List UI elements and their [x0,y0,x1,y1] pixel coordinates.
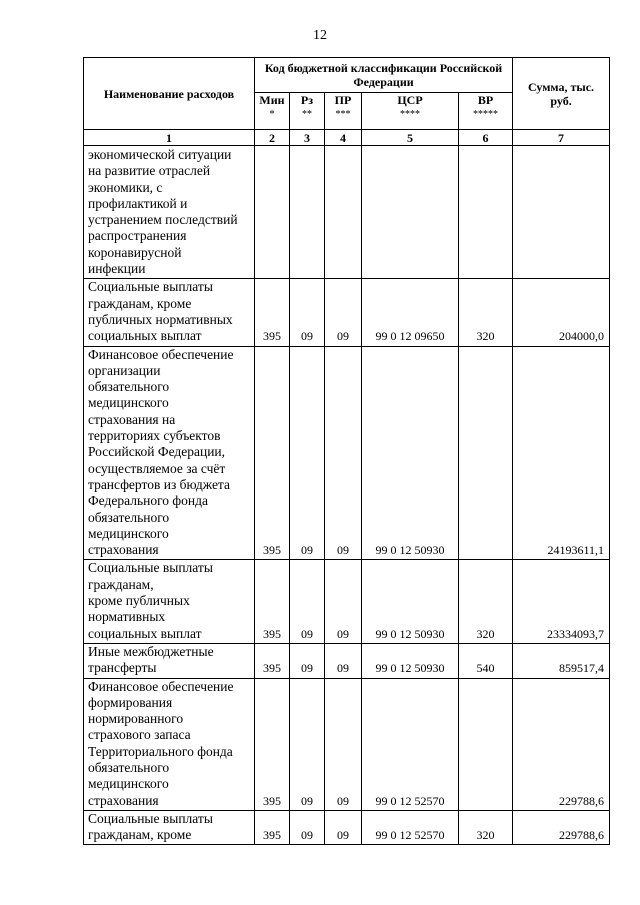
expense-name-line: гражданам, [88,576,154,592]
header-sum: Сумма, тыс. руб. [513,58,610,130]
expense-name-line: страхования на [88,411,176,427]
header-code-footnote-mark: *** [335,109,351,120]
expense-name-line: инфекции [88,261,146,277]
expense-name-line: коронавирусной [88,244,182,260]
expense-name-line: социальных выплат [88,625,202,641]
table-row [84,560,610,643]
expense-name-line: медицинского [88,525,169,541]
table-row [84,346,610,560]
amount: 204000,0 [513,279,610,346]
table-row [84,146,610,279]
expense-name-line: Социальные выплаты [88,810,213,826]
expense-type-code: 320 [459,560,513,643]
expense-name-line: Иные межбюджетные [88,643,214,659]
ministry-code: 395 [255,560,290,643]
target-article-code: 99 0 12 52570 [362,810,459,845]
target-article-code: 99 0 12 50930 [362,560,459,643]
expense-type-code: 320 [459,810,513,845]
expense-name-line: медицинского [88,395,169,411]
amount [513,146,610,279]
expense-name-line: распространения [88,228,187,244]
amount: 24193611,1 [513,346,610,560]
subsection-code: 09 [325,643,362,678]
expense-name-line: трансфертов из бюджета [88,476,230,492]
expense-name [84,643,255,678]
expense-type-code [459,346,513,560]
expense-name-line: обязательного [88,759,170,775]
ministry-code: 395 [255,346,290,560]
expense-name-line: экономики, с [88,179,163,195]
target-article-code: 99 0 12 52570 [362,678,459,810]
header-code-3 [362,93,459,130]
subsection-code: 09 [325,810,362,845]
expense-name-line: на развитие отраслей [88,163,211,179]
header-code-footnote-mark: **** [400,109,420,120]
section-code: 09 [290,560,325,643]
table-row [84,810,610,845]
expense-name [84,560,255,643]
header-code-label: Рз [300,93,314,107]
subsection-code: 09 [325,346,362,560]
table-row [84,678,610,810]
header-code-group: Код бюджетной классификации Российской Федерации [255,58,513,93]
expense-name [84,146,255,279]
expense-name-line: Финансовое обеспечение [88,678,234,694]
target-article-code: 99 0 12 50930 [362,643,459,678]
expense-name-line: гражданам, кроме [88,827,192,843]
expense-type-code: 320 [459,279,513,346]
expense-name-line: Социальные выплаты [88,279,213,295]
expense-name [84,279,255,346]
expense-name-line: обязательного [88,509,170,525]
column-number: 6 [459,130,513,146]
subsection-code: 09 [325,279,362,346]
column-number: 5 [362,130,459,146]
expense-name-line: медицинского [88,776,169,792]
target-article-code: 99 0 12 50930 [362,346,459,560]
section-code: 09 [290,678,325,810]
expense-name-line: трансферты [88,660,157,676]
column-number: 1 [84,130,255,146]
header-code-label: ВР [477,93,494,107]
ministry-code: 395 [255,643,290,678]
target-article-code [362,146,459,279]
expense-name-line: страхового запаса [88,727,191,743]
expense-name-line: нормативных [88,609,166,625]
expense-name [84,678,255,810]
amount: 23334093,7 [513,560,610,643]
header-code-footnote-mark: * [269,109,275,120]
expense-name-line: страхования [88,542,159,558]
column-number: 3 [290,130,325,146]
header-code-label: ПР [334,93,352,107]
ministry-code [255,146,290,279]
expense-name-line: осуществляемое за счёт [88,460,226,476]
header-code-0 [255,93,290,130]
expense-name [84,810,255,845]
expense-name-line: Федерального фонда [88,493,208,509]
expense-name-line: кроме публичных [88,593,190,609]
header-code-2 [325,93,362,130]
expense-name-line: Российской Федерации, [88,444,226,460]
expense-name-line: территориях субъектов [88,428,221,444]
expense-name-line: нормированного [88,711,184,727]
expense-name-line: формирования [88,694,173,710]
expense-name [84,346,255,560]
expense-name-line: устранением последствий [88,212,238,228]
amount: 859517,4 [513,643,610,678]
section-code [290,146,325,279]
expense-name-line: Финансовое обеспечение [88,346,234,362]
expense-name-line: экономической ситуации [88,147,232,162]
subsection-code [325,146,362,279]
header-code-1 [290,93,325,130]
section-code: 09 [290,279,325,346]
subsection-code: 09 [325,678,362,810]
subsection-code: 09 [325,560,362,643]
expense-name-line: гражданам, кроме [88,295,192,311]
section-code: 09 [290,346,325,560]
expense-type-code: 540 [459,643,513,678]
table-row [84,643,610,678]
table-row [84,279,610,346]
expense-name-line: Территориального фонда [88,743,233,759]
column-number: 7 [513,130,610,146]
column-number: 2 [255,130,290,146]
expense-name-line: страхования [88,792,159,808]
expense-name-line: обязательного [88,379,170,395]
target-article-code: 99 0 12 09650 [362,279,459,346]
header-code-footnote-mark: ***** [473,109,499,120]
expense-type-code [459,678,513,810]
budget-table [83,57,610,845]
amount: 229788,6 [513,810,610,845]
expense-name-line: публичных нормативных [88,311,233,327]
expense-name-line: Социальные выплаты [88,560,213,576]
expense-name-line: организации [88,362,161,378]
column-number: 4 [325,130,362,146]
table-body [84,146,610,845]
expense-type-code [459,146,513,279]
column-number-row [84,130,610,146]
expense-name-line: социальных выплат [88,328,202,344]
header-code-label: Мин [259,93,285,107]
amount: 229788,6 [513,678,610,810]
header-name: Наименование расходов [84,58,255,130]
section-code: 09 [290,643,325,678]
ministry-code: 395 [255,678,290,810]
header-code-footnote-mark: ** [302,109,312,120]
expense-name-line: профилактикой и [88,195,188,211]
ministry-code: 395 [255,279,290,346]
page-number: 12 [313,28,327,43]
header-code-4 [459,93,513,130]
header-code-label: ЦСР [397,93,423,107]
section-code: 09 [290,810,325,845]
ministry-code: 395 [255,810,290,845]
